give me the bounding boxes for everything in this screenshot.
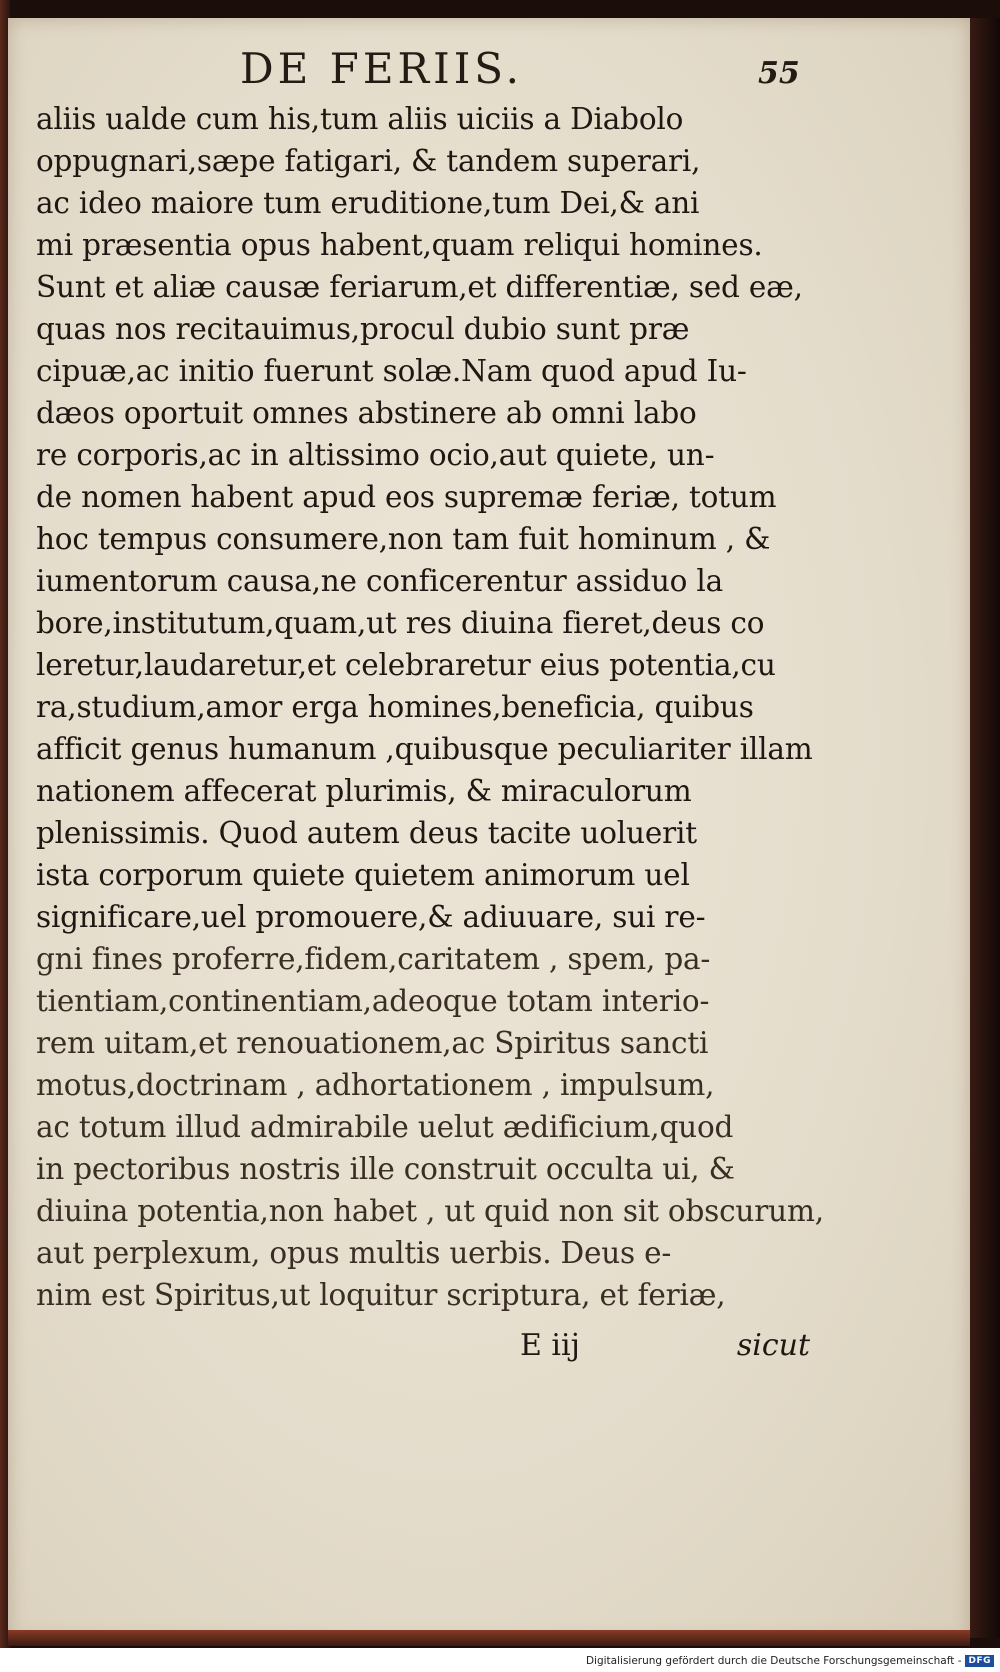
text-line: leretur,laudaretur,et celebraretur eius potentia,cu <box>36 648 776 682</box>
text-line: afficit genus humanum ,quibusque peculiariter illam <box>36 732 813 766</box>
text-line: diuina potentia,non habet , ut quid non sit obscurum, <box>36 1194 824 1228</box>
text-line: ista corporum quiete quietem animorum uel <box>36 858 690 892</box>
signature-mark: E iij <box>520 1328 580 1363</box>
text-line: rem uitam,et renouationem,ac Spiritus sancti <box>36 1026 709 1060</box>
text-line: mi præsentia opus habent,quam reliqui homines. <box>36 228 763 262</box>
page-footer <box>520 1328 810 1372</box>
text-line: nim est Spiritus,ut loquitur scriptura, et feriæ, <box>36 1278 726 1312</box>
text-line: gni fines proferre,fidem,caritatem , spem, pa- <box>36 942 711 976</box>
text-line: ac totum illud admirabile uelut ædificium,quod <box>36 1110 734 1144</box>
text-line: nationem affecerat plurimis, & miraculorum <box>36 774 692 808</box>
body-text <box>36 98 826 1316</box>
text-line: motus,doctrinam , adhortationem , impulsum, <box>36 1068 715 1102</box>
sponsor-note <box>586 1652 994 1670</box>
text-line: dæos oportuit omnes abstinere ab omni labo <box>36 396 697 430</box>
text-line: aliis ualde cum his,tum aliis uiciis a Diabolo <box>36 102 684 136</box>
text-line: de nomen habent apud eos supremæ feriæ, totum <box>36 480 777 514</box>
page-stack-edge <box>968 18 1000 1638</box>
text-line: hoc tempus consumere,non tam fuit hominum , & <box>36 522 771 556</box>
text-line: ra,studium,amor erga homines,beneficia, quibus <box>36 690 754 724</box>
text-line: bore,institutum,quam,ut res diuina fieret,deus co <box>36 606 765 640</box>
text-line: plenissimis. Quod autem deus tacite uoluerit <box>36 816 697 850</box>
text-line: quas nos recitauimus,procul dubio sunt præ <box>36 312 690 346</box>
text-line: ac ideo maiore tum eruditione,tum Dei,& ani <box>36 186 700 220</box>
text-line: re corporis,ac in altissimo ocio,aut quiete, un- <box>36 438 715 472</box>
text-line: iumentorum causa,ne conficerentur assiduo la <box>36 564 724 598</box>
page-bottom-edge <box>8 1630 970 1646</box>
text-line: oppugnari,sæpe fatigari, & tandem superari, <box>36 144 701 178</box>
dfg-logo: DFG <box>965 1655 994 1667</box>
text-line: in pectoribus nostris ille construit occulta ui, & <box>36 1152 735 1186</box>
text-line: cipuæ,ac initio fuerunt solæ.Nam quod apud Iu- <box>36 354 747 388</box>
sponsor-text: Digitalisierung gefördert durch die Deutsche Forschungsgemeinschaft - <box>585 1655 962 1667</box>
running-head: DE FERIIS. <box>240 44 523 93</box>
text-line: aut perplexum, opus multis uerbis. Deus e- <box>36 1236 672 1270</box>
text-line: Sunt et aliæ causæ feriarum,et differentiæ, sed eæ, <box>36 270 803 304</box>
text-line: significare,uel promouere,& adiuuare, sui re- <box>36 900 706 934</box>
catchword: sicut <box>736 1328 810 1363</box>
page-number: 55 <box>758 56 800 91</box>
text-line: tientiam,continentiam,adeoque totam interio- <box>36 984 710 1018</box>
